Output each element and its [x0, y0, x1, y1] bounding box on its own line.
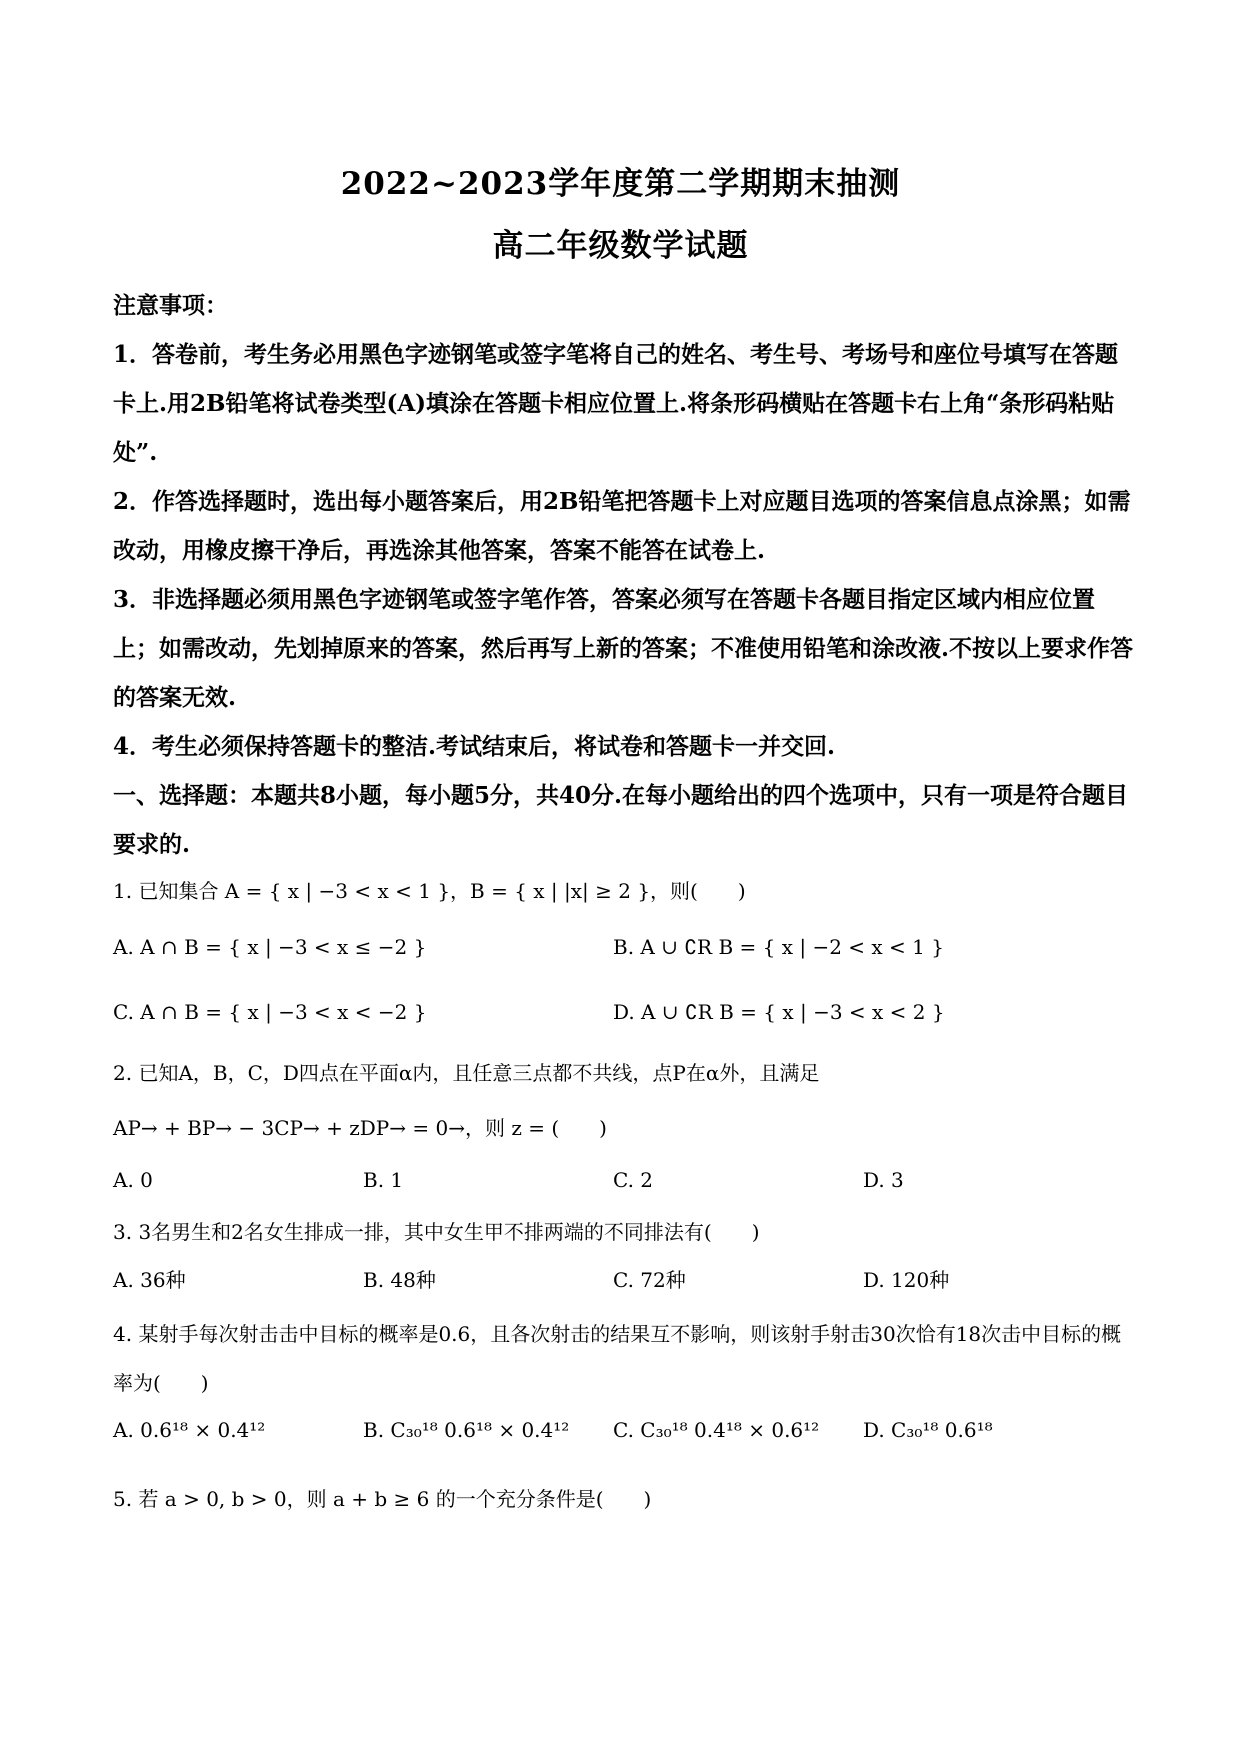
question-3-option-a: A. 36种 [113, 1268, 186, 1292]
question-4-options [113, 1418, 1133, 1452]
question-4-option-b: B. C₃₀¹⁸ 0.6¹⁸ × 0.4¹² [363, 1418, 570, 1442]
question-1-option-d: D. A ∪ ∁R B = { x | −3 < x < 2 } [613, 1000, 945, 1024]
question-1-option-a: A. A ∩ B = { x | −3 < x ≤ −2 } [113, 935, 427, 959]
section-heading: 一、选择题：本题共8小题，每小题5分，共40分.在每小题给出的四个选项中，只有一项是符合题目要求的. [113, 782, 1129, 858]
question-3-options [113, 1264, 1133, 1298]
question-2-formula: AP→ + BP→ − 3CP→ + zDP→ = 0→，则 z = ( ) [113, 1116, 607, 1140]
question-4-option-d: D. C₃₀¹⁸ 0.6¹⁸ [863, 1418, 993, 1442]
instructions [113, 281, 1133, 869]
instructions-heading: 注意事项： [113, 292, 228, 319]
question-2-option-d: D. 3 [863, 1168, 904, 1192]
question-2-option-c: C. 2 [613, 1168, 654, 1192]
question-4-option-a: A. 0.6¹⁸ × 0.4¹² [113, 1418, 266, 1442]
question-4-option-c: C. C₃₀¹⁸ 0.4¹⁸ × 0.6¹² [613, 1418, 820, 1442]
question-1-option-c: C. A ∩ B = { x | −3 < x < −2 } [113, 1000, 427, 1024]
question-2-option-a: A. 0 [113, 1168, 153, 1192]
instruction-item: 3．非选择题必须用黑色字迹钢笔或签字笔作答，答案必须写在答题卡各题目指定区域内相应位置上；如需改动，先划掉原来的答案，然后再写上新的答案；不准使用铅笔和涂改液.不按以上要求作答的答案无效. [113, 586, 1134, 711]
question-3-option-b: B. 48种 [363, 1268, 436, 1292]
question-3-option-c: C. 72种 [613, 1268, 686, 1292]
question-1-option-b: B. A ∪ ∁R B = { x | −2 < x < 1 } [613, 935, 944, 959]
question-2-option-b: B. 1 [363, 1168, 404, 1192]
instruction-item: 1．答卷前，考生务必用黑色字迹钢笔或签字笔将自己的姓名、考生号、考场号和座位号填写在答题卡上.用2B铅笔将试卷类型(A)填涂在答题卡相应位置上.将条形码横贴在答题卡右上角“条形码粘贴处”. [113, 341, 1119, 466]
exam-subtitle: 高二年级数学试题 [492, 228, 749, 264]
exam-title: 2022~2023学年度第二学期期末抽测 [340, 166, 901, 202]
question-1-options-row-2 [113, 1000, 1133, 1034]
question-1-options-row-1 [113, 935, 1133, 969]
question-3-stem: 3. 3名男生和2名女生排成一排，其中女生甲不排两端的不同排法有( ) [113, 1220, 760, 1244]
question-4-stem: 4. 某射手每次射击击中目标的概率是0.6，且各次射击的结果互不影响，则该射手射击30次恰有18次击中目标的概率为( ) [113, 1322, 1122, 1395]
question-1-stem: 1. 已知集合 A = { x | −3 < x < 1 }，B = { x | |x| ≥ 2 }，则( ) [113, 879, 746, 903]
question-2-options [113, 1168, 1133, 1202]
question-5-stem: 5. 若 a > 0, b > 0，则 a + b ≥ 6 的一个充分条件是( ) [113, 1487, 652, 1511]
question-3-option-d: D. 120种 [863, 1268, 950, 1292]
instruction-item: 2．作答选择题时，选出每小题答案后，用2B铅笔把答题卡上对应题目选项的答案信息点涂黑；如需改动，用橡皮擦干净后，再选涂其他答案，答案不能答在试卷上. [113, 488, 1131, 564]
question-2-stem: 2. 已知A，B，C，D四点在平面α内，且任意三点都不共线，点P在α外，且满足 [113, 1061, 820, 1085]
instruction-item: 4．考生必须保持答题卡的整洁.考试结束后，将试卷和答题卡一并交回. [113, 733, 836, 760]
